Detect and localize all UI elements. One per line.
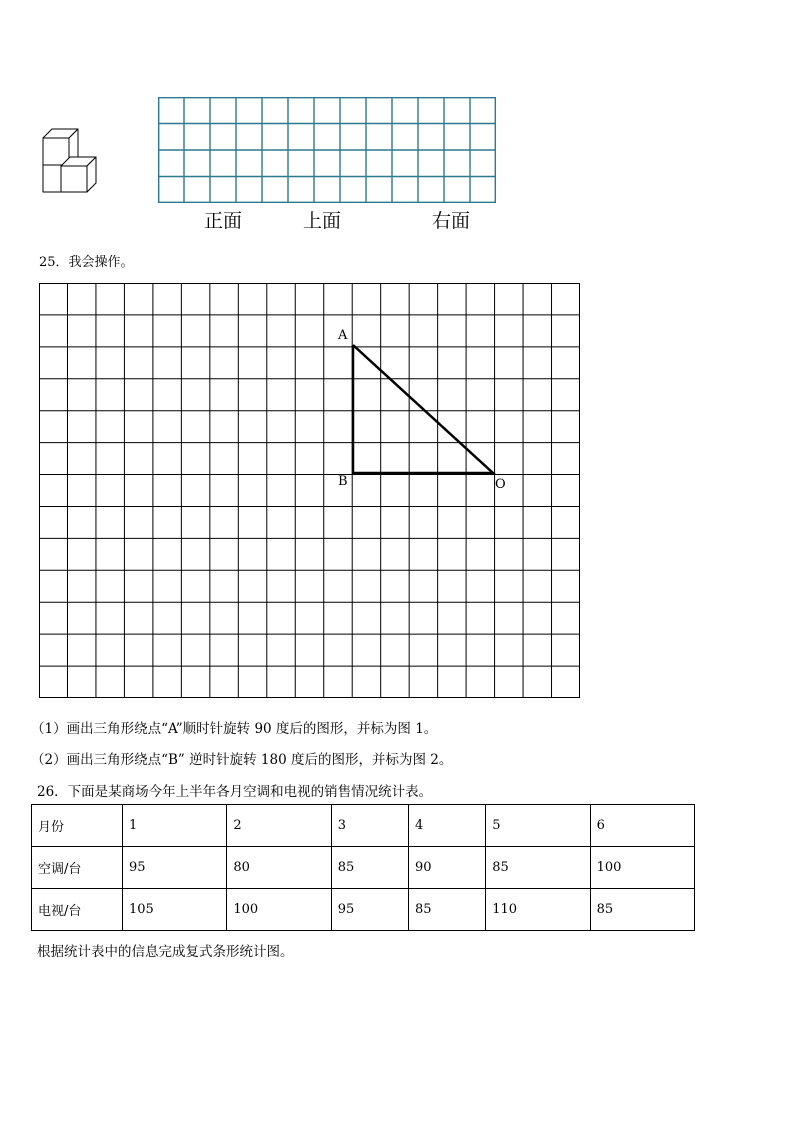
chart-instruction: 根据统计表中的信息完成复式条形统计图。 [37, 944, 294, 960]
point-b-label: B [338, 474, 348, 489]
table-cell: 3 [331, 805, 408, 847]
point-a-label: A [338, 328, 348, 343]
table-cell: 5 [486, 805, 590, 847]
table-cell: 4 [408, 805, 485, 847]
table-cell: 85 [486, 847, 590, 889]
table-row [32, 805, 695, 847]
table-cell: 月份 [32, 805, 123, 847]
table-cell: 1 [123, 805, 227, 847]
table-cell: 85 [590, 889, 694, 931]
view-drawing-grid [158, 97, 496, 203]
table-cell: 105 [123, 889, 227, 931]
stacked-cubes-figure [40, 126, 110, 196]
table-cell: 90 [408, 847, 485, 889]
point-o-label: O [495, 477, 506, 492]
table-row [32, 847, 695, 889]
table-cell: 85 [408, 889, 485, 931]
table-cell: 80 [227, 847, 331, 889]
table-cell: 6 [590, 805, 694, 847]
sales-table [31, 804, 695, 931]
table-cell: 110 [486, 889, 590, 931]
table-cell: 空调/台 [32, 847, 123, 889]
right-view-label: 右面 [432, 210, 471, 232]
table-cell: 电视/台 [32, 889, 123, 931]
table-cell: 95 [123, 847, 227, 889]
table-cell: 95 [331, 889, 408, 931]
triangle-abo [353, 345, 493, 473]
question-26-title: 26．下面是某商场今年上半年各月空调和电视的销售情况统计表。 [37, 784, 433, 800]
table-cell: 85 [331, 847, 408, 889]
table-row [32, 889, 695, 931]
question-25-title: 25．我会操作。 [39, 255, 134, 270]
top-view-label: 上面 [303, 210, 342, 232]
instruction-2: （2）画出三角形绕点“B” 逆时针旋转 180 度后的图形，并标为图 2。 [31, 752, 453, 768]
table-cell: 100 [590, 847, 694, 889]
instruction-1: （1）画出三角形绕点“A”顺时针旋转 90 度后的图形，并标为图 1。 [31, 721, 438, 737]
table-cell: 100 [227, 889, 331, 931]
front-view-label: 正面 [204, 210, 243, 232]
table-cell: 2 [227, 805, 331, 847]
